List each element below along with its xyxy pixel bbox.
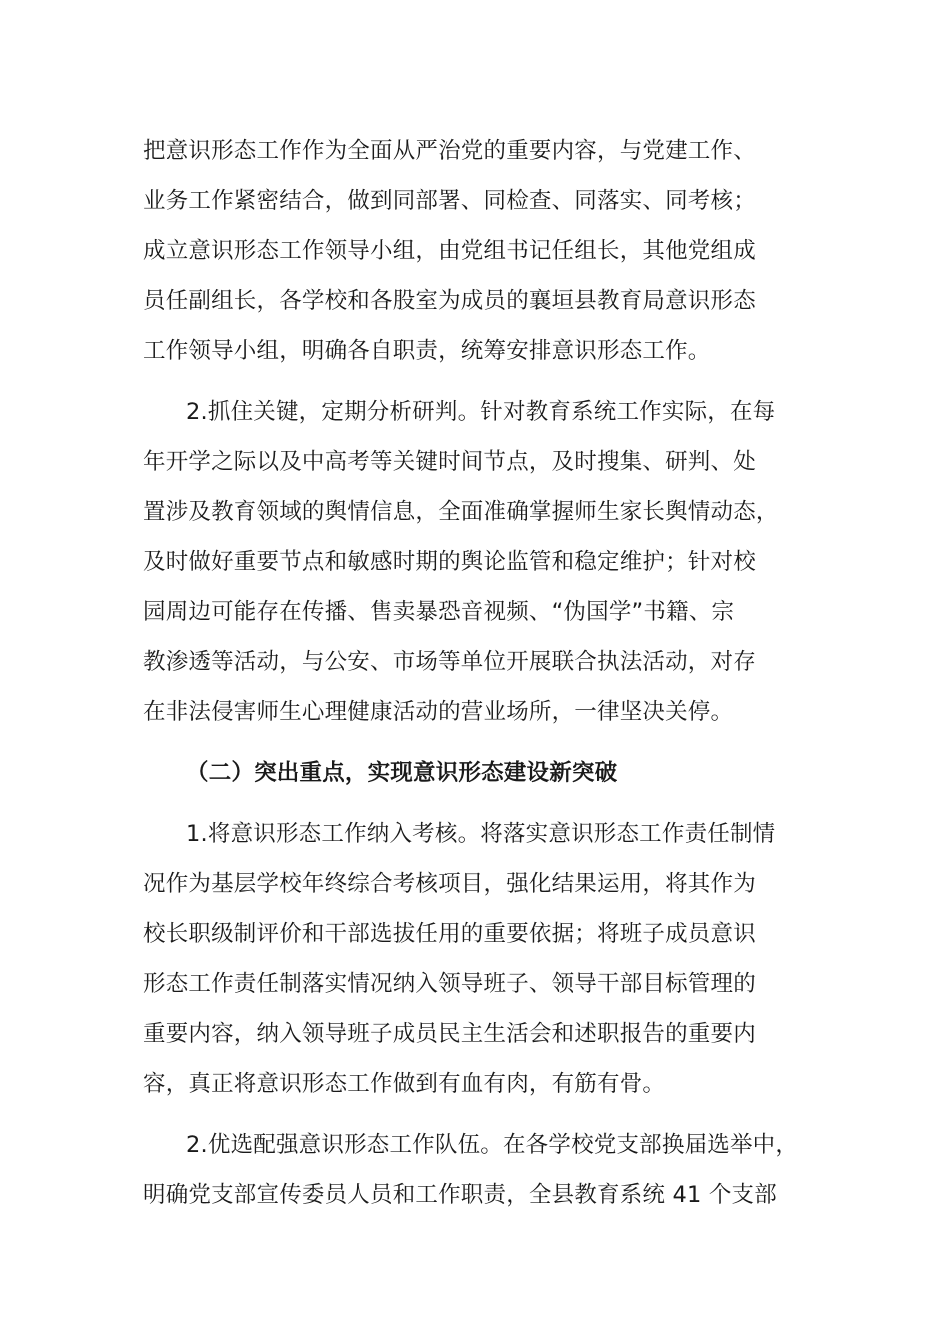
- body-text-line: 容，真正将意识形态工作做到有血有肉，有筋有骨。: [143, 1071, 666, 1097]
- body-text-line: 置涉及教育领域的舆情信息，全面准确掌握师生家长舆情动态，: [143, 499, 779, 525]
- paragraph-first-line: 1.将意识形态工作纳入考核。将落实意识形态工作责任制情: [186, 821, 776, 847]
- body-text-line: 及时做好重要节点和敏感时期的舆论监管和稳定维护；针对校: [143, 549, 756, 575]
- body-text-line: 校长职级制评价和干部选拔任用的重要依据；将班子成员意识: [143, 921, 756, 947]
- body-text-line: 园周边可能存在传播、售卖暴恐音视频、“伪国学”书籍、宗: [143, 599, 735, 625]
- body-text-line: 况作为基层学校年终综合考核项目，强化结果运用，将其作为: [143, 871, 756, 897]
- body-text-line: 重要内容，纳入领导班子成员民主生活会和述职报告的重要内: [143, 1021, 756, 1047]
- body-text-line: 年开学之际以及中高考等关键时间节点，及时搜集、研判、处: [143, 449, 756, 475]
- body-text-line: 成立意识形态工作领导小组，由党组书记任组长，其他党组成: [143, 238, 756, 264]
- body-text-line: 在非法侵害师生心理健康活动的营业场所，一律坚决关停。: [143, 699, 734, 725]
- section-heading: （二）突出重点，实现意识形态建设新突破: [186, 760, 618, 786]
- paragraph-first-line: 2.优选配强意识形态工作队伍。在各学校党支部换届选举中，: [186, 1132, 799, 1158]
- body-text-line: 业务工作紧密结合，做到同部署、同检查、同落实、同考核；: [143, 188, 756, 214]
- body-text-line: 教渗透等活动，与公安、市场等单位开展联合执法活动，对存: [143, 649, 756, 675]
- body-text-line: 明确党支部宣传委员人员和工作职责，全县教育系统 41 个支部: [143, 1182, 777, 1208]
- body-text-line: 员任副组长，各学校和各股室为成员的襄垣县教育局意识形态: [143, 288, 756, 314]
- paragraph-first-line: 2.抓住关键，定期分析研判。针对教育系统工作实际，在每: [186, 399, 776, 425]
- body-text-line: 形态工作责任制落实情况纳入领导班子、领导干部目标管理的: [143, 971, 756, 997]
- body-text-line: 把意识形态工作作为全面从严治党的重要内容，与党建工作、: [143, 138, 756, 164]
- body-text-line: 工作领导小组，明确各自职责，统筹安排意识形态工作。: [143, 338, 711, 364]
